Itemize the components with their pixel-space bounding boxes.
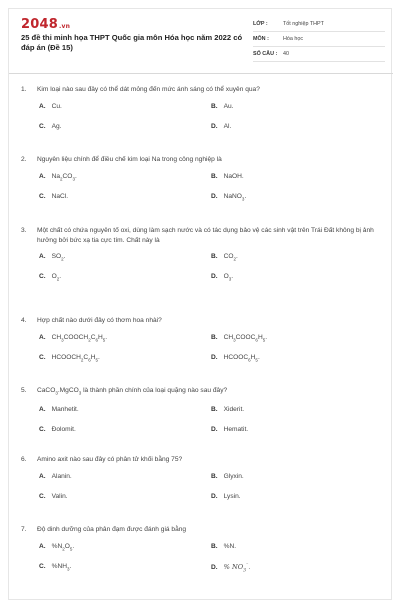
options [21,543,385,583]
question-stem: Nguyên liệu chính để điều chế kim loại Na trong công nghiệp là [37,156,222,163]
question-number: 3. [21,227,27,234]
question-7 [21,525,385,583]
document-page [8,8,392,600]
question-number: 2. [21,156,27,163]
question-number: 6. [21,456,27,463]
option-b[interactable]: B. Xiderit. [211,405,245,413]
options [21,473,385,513]
meta-value: Tốt nghiệp THPT [283,21,324,27]
meta-row-subject [253,33,385,47]
option-a[interactable]: A. $\%N_2O_5$. [39,542,75,551]
site-logo[interactable]: 2048.vn [21,17,71,32]
option-d[interactable]: D. Lysin. [211,492,241,500]
question-text [21,226,385,245]
question-6 [21,455,385,513]
option-d[interactable]: D. $HCOOC_6H_5$. [211,353,260,362]
question-stem: Amino axit nào sau đây có phân tử khối bằng 75? [37,456,183,463]
meta-label: MÔN : [253,36,269,42]
options [21,334,385,374]
option-c[interactable]: C. Ag. [39,122,62,130]
option-b[interactable]: B. NaOH. [211,172,244,180]
option-d[interactable]: D. Hematit. [211,425,249,433]
option-d[interactable]: D. Al. [211,122,232,130]
meta-row-class [253,18,385,32]
options [21,103,385,143]
question-text [21,525,385,535]
question-text [21,155,385,165]
question-1 [21,85,385,143]
option-a[interactable]: A. Manhetit. [39,405,79,413]
question-2 [21,155,385,213]
question-stem: Hợp chất nào dưới đây có thơm hoa nhài? [37,317,162,324]
option-c[interactable]: C. $O_2$. [39,273,62,282]
option-d[interactable]: D. NaNO$_3$. [211,192,247,201]
question-number: 4. [21,317,27,324]
option-d[interactable]: D. $O_3$. [211,273,234,282]
option-b[interactable]: B. Au. [211,102,234,110]
question-3 [21,226,385,293]
question-number: 5. [21,387,27,394]
question-number: 1. [21,86,27,93]
meta-value: Hóa học [283,36,304,42]
header-divider [9,73,393,74]
options [21,406,385,446]
options [21,173,385,213]
question-stem: Một chất có chứa nguyên tố oxi, dùng làm sạch nước và có tác dụng bảo vệ các sinh vật trên Trái Đất không bị ảnh hưởng bởi bức xạ tia cực tím. Chất này là [37,227,374,244]
option-a[interactable]: A. Alanin. [39,472,72,480]
option-a[interactable]: A. Cu. [39,102,62,110]
option-c[interactable]: C. Valin. [39,492,68,500]
meta-label: LỚP : [253,21,268,27]
option-a[interactable]: A. $SO_2$. [39,253,66,262]
meta-value: 40 [283,51,289,57]
question-5 [21,386,385,446]
document-header [9,9,393,69]
question-text [21,316,385,326]
question-text: 5. CaCO$_3$.MgCO$_3$ là thành phần chính của loại quặng nào sau đây? [21,387,228,396]
meta-row-count [253,48,385,62]
question-text [21,455,385,465]
option-c[interactable]: C. NaCl. [39,192,69,200]
option-b[interactable]: B. $CO_2$. [211,253,238,262]
question-stem: Độ dinh dưỡng của phân đạm được đánh giá bằng [37,526,187,533]
options [21,253,385,293]
option-b[interactable]: B. $CH_3COOC_6H_5$. [211,333,268,342]
question-number: 7. [21,526,27,533]
question-4 [21,316,385,374]
option-b[interactable]: B. %N. [211,542,237,550]
meta-label: SỐ CÂU : [253,51,278,57]
option-a[interactable]: A. $CH_3COOCH_2C_6H_5$. [39,333,108,342]
document-meta [253,18,385,63]
option-b[interactable]: B. Glyxin. [211,472,244,480]
document-title: 25 đề thi minh họa THPT Quốc gia môn Hóa học năm 2022 có đáp án (Đề 15) [21,33,243,52]
question-stem: Kim loại nào sau đây có thể dát mỏng đến mức ánh sáng có thể xuyên qua? [37,86,260,93]
option-c[interactable]: C. $HCOOCH_2C_6H_5$. [39,353,100,362]
option-c[interactable]: C. $\%NH_3$. [39,562,72,571]
option-a[interactable]: A. $Na_2CO_3$. [39,172,77,181]
question-text [21,85,385,95]
option-d[interactable]: D. % $NO_3^{^-}$. [211,562,251,573]
option-c[interactable]: C. Đolomit. [39,425,76,433]
